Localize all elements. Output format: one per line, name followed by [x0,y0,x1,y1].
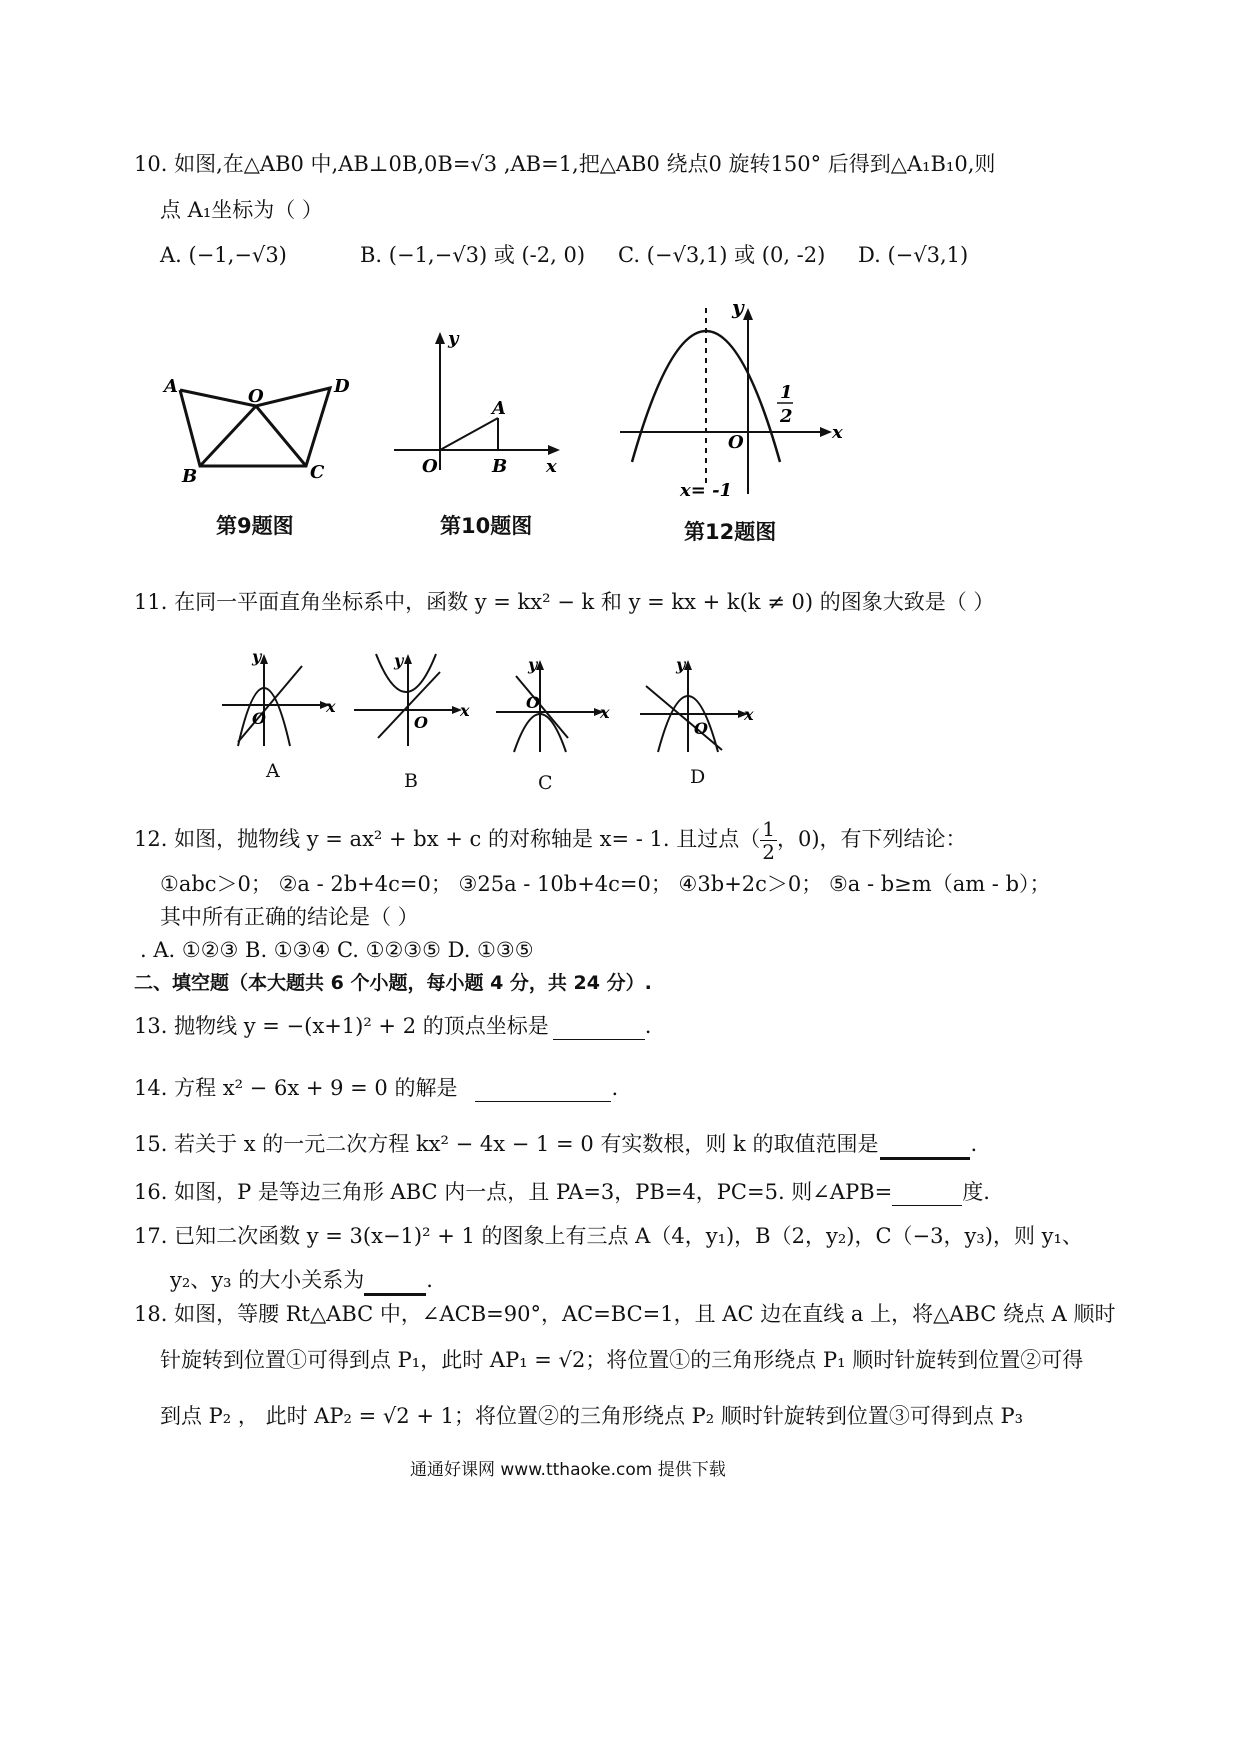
q12-question: 其中所有正确的结论是（ ） [160,905,419,929]
figure-q10-drawing [390,330,570,480]
figure-q12-caption: 第12题图 [684,520,777,544]
label-o: O [252,709,266,728]
figure-q9-drawing [160,370,360,490]
label-c: C [310,462,325,483]
q12-fraction-numerator: 1 [762,817,775,841]
figure-q10-caption: 第10题图 [440,514,533,538]
q10-option-a: A. (−1,−√3) [160,243,287,267]
segment-oa [440,418,498,450]
q13 [134,1014,651,1040]
q11-choice-a: A [266,760,280,782]
label-y: y [528,655,538,674]
q13-text: 13. 抛物线 y = −(x+1)² + 2 的顶点坐标是 [134,1014,549,1038]
y-axis-arrow [435,332,445,344]
q14-text: 14. 方程 x² − 6x + 9 = 0 的解是 [134,1076,458,1100]
q12-suffix: ，0)，有下列结论： [776,827,967,851]
figure-q12-drawing [620,295,850,501]
q16 [134,1180,990,1206]
q10-option-b: B. (−1,−√3) 或 (-2, 0) [360,243,586,267]
label-y: y [252,647,262,666]
label-y: y [676,655,686,674]
label-o: O [694,719,708,738]
figure-q10 [390,330,570,480]
q10-line1: 10. 如图,在△AB0 中,AB⊥0B,0B=√3 ,AB=1,把△AB0 绕点0 旋转150° 后得到△A₁B₁0,则 [134,152,996,176]
q11-choice-d: D [690,766,706,788]
q15 [134,1132,977,1160]
q10-option-d: D. (−√3,1) [858,243,969,267]
label-x: x [744,705,754,724]
label-y: y [448,328,459,349]
q11-graph-d-drawing [640,656,760,756]
x-axis-arrow [548,445,560,455]
label-half-numerator: 1 [780,382,793,403]
q15-end: . [970,1132,978,1156]
q11-graph-b [354,650,474,750]
q12-line1 [134,818,967,863]
label-d: D [334,376,350,397]
q16-end: 度. [962,1180,990,1204]
label-x: x [326,697,336,716]
q11-choice-b: B [404,770,418,792]
q10-line2: 点 A₁坐标为（ ） [160,198,323,222]
q18-line2: 针旋转到位置①可得到点 P₁，此时 AP₁ = √2；将位置①的三角形绕点 P₁ 顺时针旋转到位置②可得 [160,1348,1084,1372]
label-o: O [414,713,428,732]
q13-end: . [644,1014,652,1038]
label-o: O [728,432,744,453]
q11-text: 11. 在同一平面直角坐标系中，函数 y = kx² − k 和 y = kx + k(k ≠ 0) 的图象大致是（ ） [134,590,995,614]
label-y: y [394,651,404,670]
q15-answer-blank[interactable] [880,1132,970,1160]
q10-option-c: C. (−√3,1) 或 (0, -2) [618,243,826,267]
q11-graph-a-drawing [222,647,342,750]
q13-answer-blank[interactable] [553,1014,645,1040]
label-b: B [492,456,508,477]
q11-graph-c [496,656,616,756]
label-x: x [832,422,843,443]
label-a: A [492,398,506,419]
y-axis-arrow [404,654,412,664]
label-x: x [460,701,470,720]
q17-answer-blank[interactable] [364,1268,426,1296]
q14-end: . [611,1076,619,1100]
label-symmetry-axis: x= -1 [680,480,733,501]
figure-q9 [160,370,360,490]
label-b: B [182,466,198,487]
q17-line1: 17. 已知二次函数 y = 3(x−1)² + 1 的图象上有三点 A（4，y₁)，B（2，y₂)，C（−3，y₃)，则 y₁、 [134,1224,1083,1248]
line [646,686,722,750]
section-2-heading: 二、填空题（本大题共 6 个小题，每小题 4 分，共 24 分）. [134,972,652,994]
q11-graph-a [222,647,342,750]
figure-q12 [620,295,850,501]
segment-ob [200,406,256,466]
q17-line2-text: y₂、y₃ 的大小关系为 [170,1268,365,1292]
q16-answer-blank[interactable] [892,1180,962,1206]
q12-options: . A. ①②③ B. ①③④ C. ①②③⑤ D. ①③⑤ [140,938,534,962]
q18-line1: 18. 如图，等腰 Rt△ABC 中，∠ACB=90°，AC=BC=1，且 AC 边在直线 a 上，将△ABC 绕点 A 顺时 [134,1302,1116,1326]
page-footer: 通通好课网 www.tthaoke.com 提供下载 [410,1460,726,1480]
x-axis-arrow [820,427,832,437]
q11-graph-b-drawing [354,650,474,750]
q12-conclusions: ①abc＞0； ②a - 2b+4c=0； ③25a - 10b+4c=0； ④3b+2c＞0； ⑤a - b≥m（am - b）； [160,872,1051,896]
label-x: x [546,456,557,477]
q12-fraction [760,818,777,863]
label-o: O [422,456,438,477]
q12-prefix: 12. 如图，抛物线 y = ax² + bx + c 的对称轴是 x= - 1. 且过点（ [134,827,761,851]
q11-choice-c: C [538,772,553,794]
q11-graph-d [640,656,760,756]
label-a: A [164,376,178,397]
q17-end: . [426,1268,433,1292]
label-o: O [248,386,264,407]
q14-answer-blank[interactable] [475,1076,611,1102]
q18-line3: 到点 P₂ ， 此时 AP₂ = √2 + 1；将位置②的三角形绕点 P₂ 顺时针旋转到位置③可得到点 P₃ [160,1404,1024,1428]
q17-line2 [170,1268,433,1296]
figure-q9-caption: 第9题图 [216,514,294,538]
q11-graph-c-drawing [496,656,616,756]
q16-text: 16. 如图，P 是等边三角形 ABC 内一点，且 PA=3，PB=4，PC=5. 则∠APB= [134,1180,893,1204]
q15-text: 15. 若关于 x 的一元二次方程 kx² − 4x − 1 = 0 有实数根，则 k 的取值范围是 [134,1132,879,1156]
label-x: x [600,703,610,722]
label-y: y [732,295,744,319]
label-o: O [526,693,540,712]
y-axis-arrow [743,308,753,320]
q14 [134,1076,618,1102]
segment-oc [256,406,306,466]
label-half-denominator: 2 [780,406,793,427]
q12-fraction-denominator: 2 [762,840,775,864]
